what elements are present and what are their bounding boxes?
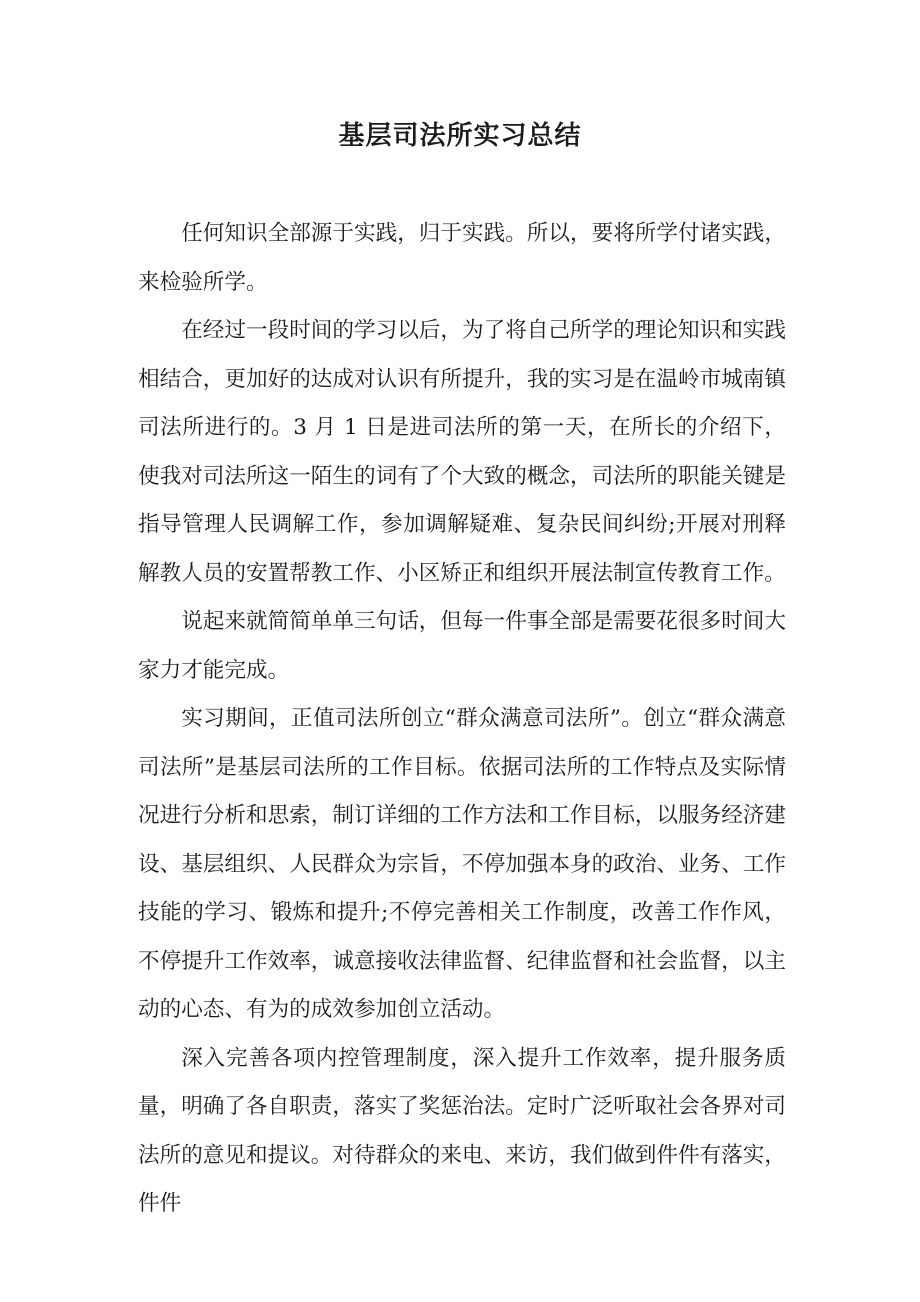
paragraph-5: 深入完善各项内控管理制度，深入提升工作效率，提升服务质量，明确了各自职责，落实了奖惩治法。定时广泛听取社会各界对司法所的意见和提议。对待群众的来电、来访，我们做到件件有落实，件件 bbox=[138, 1045, 786, 1216]
document-title: 基层司法所实习总结 bbox=[338, 121, 582, 151]
paragraph-3: 说起来就简简单单三句话，但每一件事全部是需要花很多时间大家力才能完成。 bbox=[138, 609, 786, 683]
paragraph-4: 实习期间，正值司法所创立“群众满意司法所”。创立“群众满意司法所”是基层司法所的工作目标。依据司法所的工作特点及实际情况进行分析和思索，制订详细的工作方法和工作目标，以服务经济建设、基层组织、人民群众为宗旨，不停加强本身的政治、业务、工作技能的学习、锻炼和提升;不停完善相关工作制度，改善工作作风，不停提升工作效率，诚意接收法律监督、纪律监督和社会监督，以主动的心态、有为的成效参加创立活动。 bbox=[138, 706, 786, 1022]
document-body bbox=[138, 210, 786, 1229]
paragraph-2: 在经过一段时间的学习以后，为了将自己所学的理论知识和实践相结合，更加好的达成对认识有所提升，我的实习是在温岭市城南镇司法所进行的。3 月 1 日是进司法所的第一天，在所长的介绍下，使我对司法所这一陌生的词有了个大致的概念，司法所的职能关键是指导管理人民调解工作，参加调解疑难、复杂民间纠纷;开展对刑释解教人员的安置帮教工作、小区矫正和组织开展法制宣传教育工作。 bbox=[138, 318, 786, 586]
paragraph-1: 任何知识全部源于实践，归于实践。所以，要将所学付诸实践，来检验所学。 bbox=[138, 221, 786, 295]
